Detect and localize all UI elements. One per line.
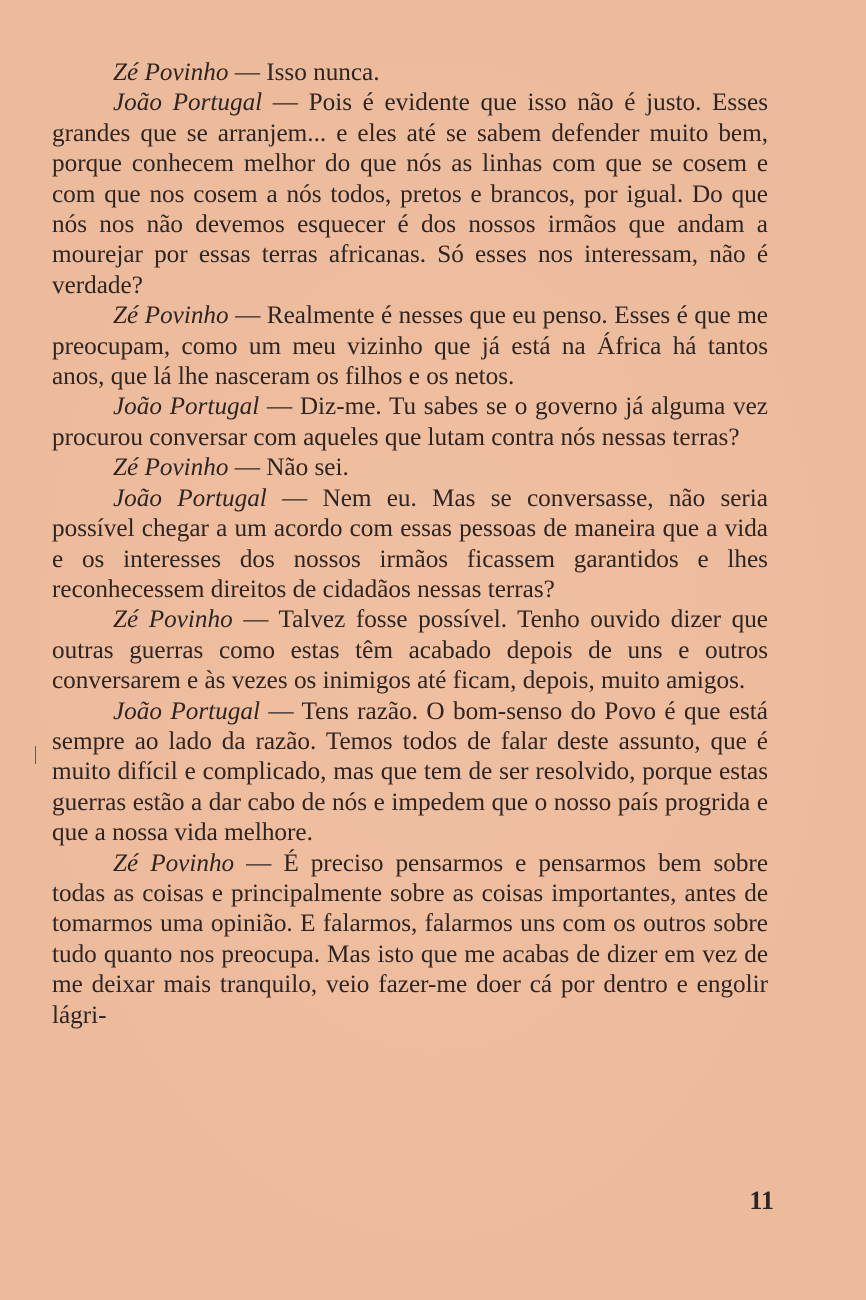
dialogue-line: — Não sei.: [228, 454, 349, 482]
dialogue-paragraph: [52, 58, 768, 88]
speaker-name: Zé Povinho: [113, 849, 235, 877]
dialogue-paragraph: [52, 392, 768, 453]
dialogue-paragraph: [52, 849, 768, 1031]
dialogue-paragraph: [52, 453, 768, 483]
dialogue-paragraph: [52, 605, 768, 696]
speaker-name: João Portugal: [113, 89, 263, 117]
dialogue-text: [52, 58, 768, 1031]
dialogue-paragraph: [52, 88, 768, 301]
speaker-name: Zé Povinho: [113, 302, 229, 330]
speaker-name: João Portugal: [113, 393, 260, 421]
speaker-name: Zé Povinho: [113, 606, 233, 634]
dialogue-line: — Tens razão. O bom-senso do Povo é que está sempre ao lado da razão. Temos todos de falar deste assunto, que é muito difícil e complicado, mas que tem de ser resolvido, porque estas guerras estão a dar cabo de nós e impedem que o nosso país progrida e que a nossa vida melhore.: [52, 697, 768, 847]
speaker-name: João Portugal: [113, 697, 260, 725]
dialogue-line: — Isso nunca.: [228, 59, 380, 86]
margin-mark: [35, 746, 36, 764]
page-number: 11: [749, 1186, 774, 1215]
dialogue-line: — Nem eu. Mas se conversasse, não seria possível chegar a um acordo com essas pessoas de maneira que a vida e os interesses dos nossos irmãos ficassem garantidos e lhes reconhecessem direitos de cidadãos nessas terras?: [52, 484, 768, 603]
dialogue-line: — Pois é evidente que isso não é justo. Esses grandes que se arranjem... e eles até se sabem defender muito bem, porque conhecem melhor do que nós as linhas com que se cosem e com que nos cosem a nós todos, pretos e brancos, por igual. Do que nós nos não devemos esquecer é dos nossos irmãos que andam a mourejar por essas terras africanas. Só esses nos interessam, não é verdade?: [52, 89, 768, 299]
dialogue-line: — Realmente é nesses que eu penso. Esses é que me preocupam, como um meu vizinho que já está na África há tantos anos, que lá lhe nasceram os filhos e os netos.: [52, 302, 768, 391]
dialogue-paragraph: [52, 301, 768, 392]
dialogue-paragraph: [52, 697, 768, 849]
dialogue-paragraph: [52, 484, 768, 606]
dialogue-line: — É preciso pensarmos e pensarmos bem sobre todas as coisas e principalmente sobre as coisas importantes, antes de tomarmos uma opinião. E falarmos, falarmos uns com os outros sobre tudo quanto nos preocupa. Mas isto que me acabas de dizer em vez de me deixar mais tranquilo, veio fazer-me doer cá por dentro e engolir lágri-: [52, 849, 768, 1029]
speaker-name: Zé Povinho: [113, 454, 229, 482]
dialogue-line: — Talvez fosse possível. Tenho ouvido dizer que outras guerras como estas têm acabado depois de uns e outros conversarem e às vezes os inimigos até ficam, depois, muito amigos.: [52, 606, 768, 695]
speaker-name: João Portugal: [113, 484, 267, 512]
speaker-name: Zé Povinho: [113, 59, 229, 86]
dialogue-line: — Diz-me. Tu sabes se o governo já alguma vez procurou conversar com aqueles que lutam contra nós nessas terras?: [52, 393, 768, 451]
